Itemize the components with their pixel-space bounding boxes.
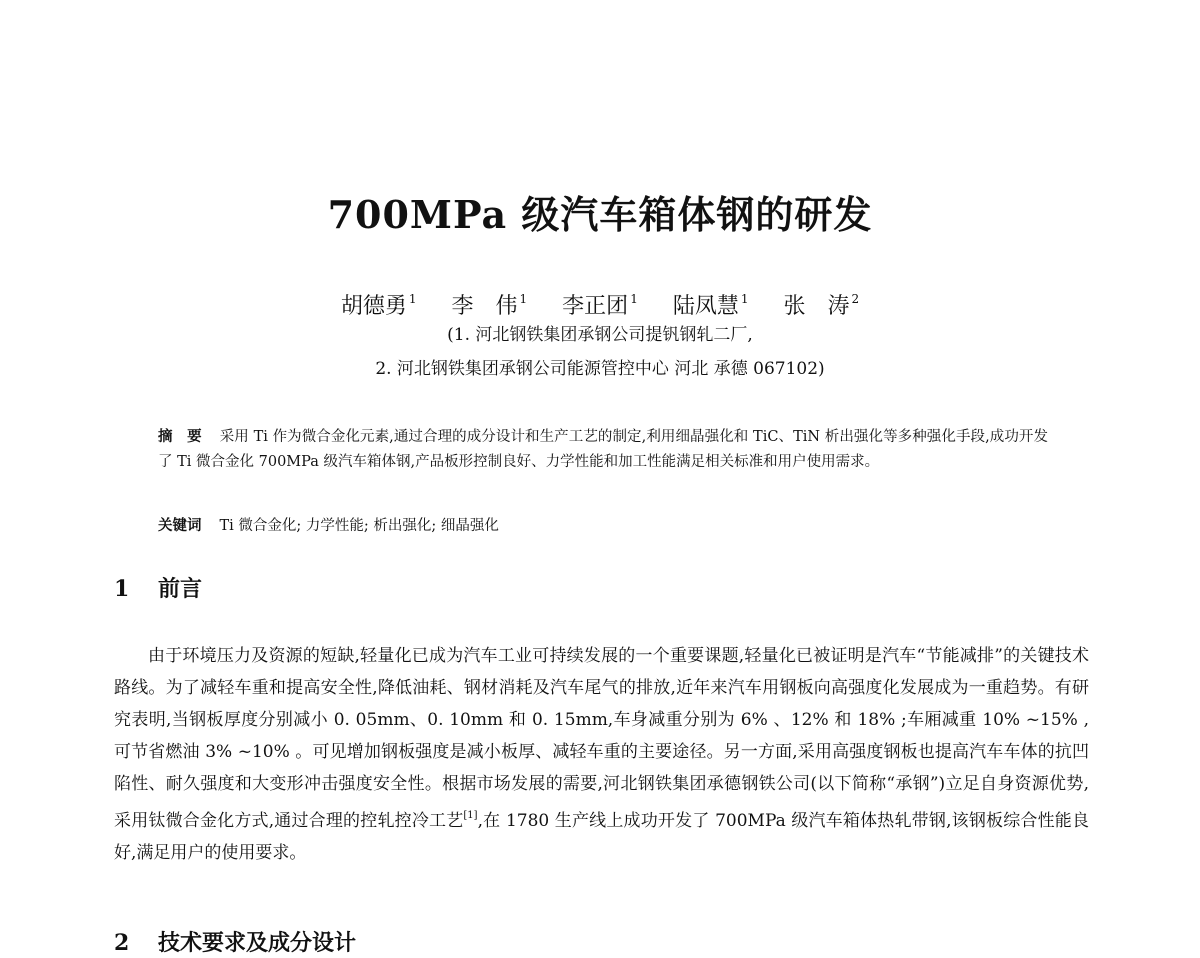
section-title: 前言 <box>158 576 203 602</box>
author <box>783 284 859 322</box>
affiliation-line-2: 2. 河北钢铁集团承钢公司能源管控中心 河北 承德 067102) <box>375 359 825 379</box>
citation-reference[interactable]: [1] <box>463 810 478 821</box>
author-affiliation-mark: 1 <box>740 292 749 306</box>
author-affiliation-mark: 1 <box>408 292 417 306</box>
section-heading-technical-requirements <box>114 928 356 958</box>
author-name: 李正团 <box>562 294 629 319</box>
author-name: 胡德勇 <box>340 294 407 319</box>
author <box>452 284 528 322</box>
author-affiliation-mark: 1 <box>630 292 638 306</box>
paragraph-text: ,在 1780 生产线上成功开发了 700MPa 级汽车箱体热轧带钢,该钢板综合性能良好,满足用户的使用要求。 <box>114 811 1089 863</box>
author-list <box>0 284 1200 322</box>
author-name: 张 涛 <box>783 294 850 319</box>
section-heading-introduction <box>114 574 202 604</box>
keywords <box>158 513 1048 539</box>
abstract-label: 摘 要 <box>158 428 202 445</box>
author-name: 李 伟 <box>451 294 518 319</box>
author-affiliation-mark: 2 <box>851 292 860 306</box>
author-affiliation-mark: 1 <box>519 292 528 306</box>
paper-title: 700MPa 级汽车箱体钢的研发 <box>327 192 873 237</box>
author <box>562 284 638 322</box>
paragraph-text: 由于环境压力及资源的短缺,轻量化已成为汽车工业可持续发展的一个重要课题,轻量化已被证明是汽车“节能减排”的关键技术路线。为了减轻车重和提高安全性,降低油耗、钢材消耗及汽车尾气的排放,近年来汽车用钢板向高强度化发展成为一重趋势。有研究表明,当钢板厚度分别减小 0. 05mm、0. 10mm 和 0. 15mm,车身减重分别为 6% 、12% 和 18% ;车厢减重 10% ~15% ,可节省燃油 3% ~10% 。可见增加钢板强度是减小板厚、减轻车重的主要途径。另一方面,采用高强度钢板也提高汽车车体的抗凹陷性、耐久强度和大变形冲击强度安全性。根据市场发展的需要,河北钢铁集团承德钢铁公司(以下简称“承钢”)立足自身资源优势,采用钛微合金化方式,通过合理的控轧控冷工艺 <box>114 646 1089 831</box>
section-number: 1 <box>114 576 130 602</box>
author-name: 陆凤慧 <box>672 294 739 319</box>
author <box>341 284 417 322</box>
keywords-text: Ti 微合金化; 力学性能; 析出强化; 细晶强化 <box>219 518 499 534</box>
abstract-text: 采用 Ti 作为微合金化元素,通过合理的成分设计和生产工艺的制定,利用细晶强化和 TiC、TiN 析出强化等多种强化手段,成功开发了 Ti 微合金化 700MPa 级汽车箱体钢,产品板形控制良好、力学性能和加工性能满足相关标准和用户使用需求。 <box>158 429 1049 470</box>
abstract <box>158 424 1048 475</box>
affiliation-line-1: (1. 河北钢铁集团承钢公司提钒钢轧二厂, <box>447 325 753 345</box>
keywords-label: 关键词 <box>158 517 202 534</box>
section-title: 技术要求及成分设计 <box>158 930 357 956</box>
body-paragraph <box>114 640 1089 869</box>
author <box>673 284 749 322</box>
section-number: 2 <box>114 930 130 956</box>
